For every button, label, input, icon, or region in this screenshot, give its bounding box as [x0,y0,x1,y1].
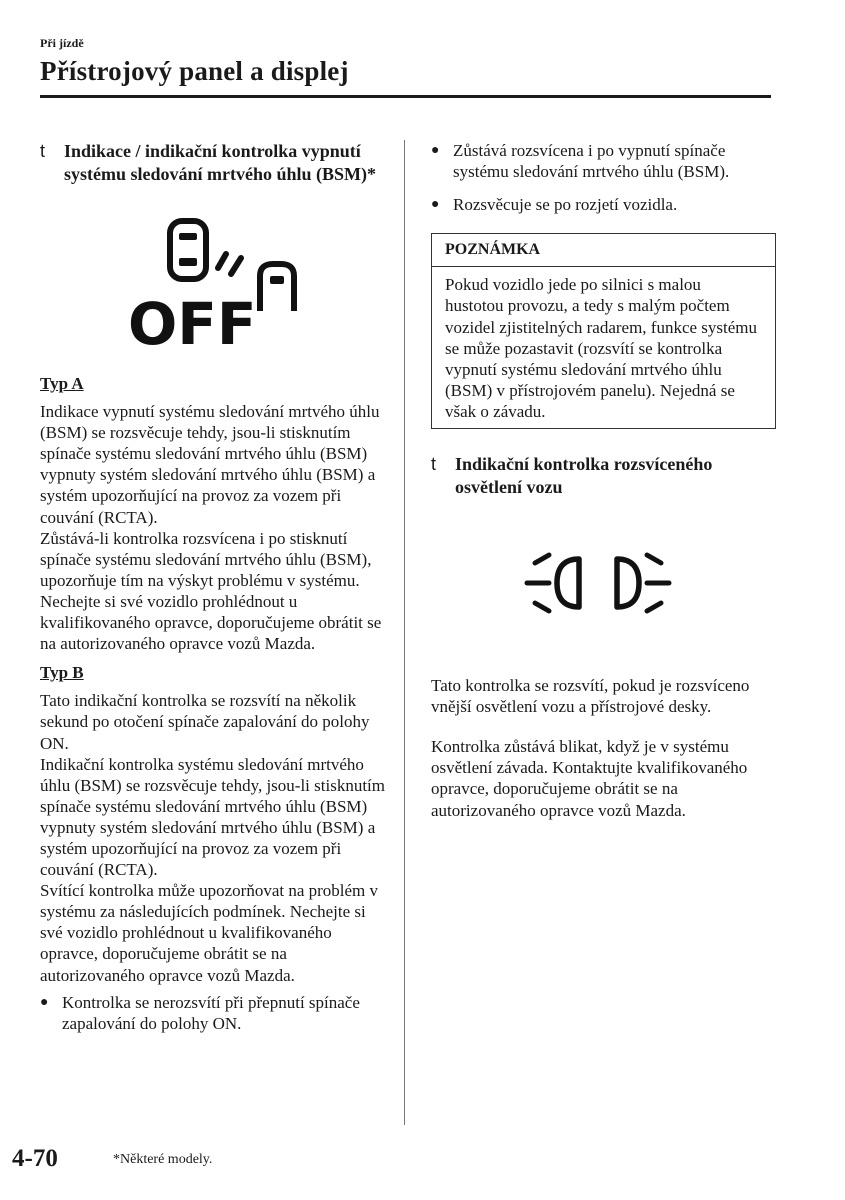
own-car-window-bottom [179,258,197,266]
own-car-outline [170,221,206,279]
type-b-title: Typ B [40,663,84,683]
bullet-text: Kontrolka se nerozsvítí při přepnutí spínače zapalování do polohy ON. [62,992,360,1033]
column-divider [404,140,405,1125]
page-number: 4-70 [12,1145,58,1172]
type-b-paragraph-1: Tato indikační kontrolka se rozsvítí na několik sekund po otočení spínače zapalování do polohy ON. [40,691,370,753]
lights-paragraph-1: Tato kontrolka se rozsvítí, pokud je rozsvíceno vnější osvětlení vozu a přístrojové desky. [431,676,750,717]
lights-heading-text: Indikační kontrolka rozsvíceného osvětlení vozu [455,454,713,498]
right-column [431,140,776,821]
note-title: POZNÁMKA [432,234,775,267]
bullet-item [431,140,776,182]
bullet-text: Zůstává rozsvícena i po vypnutí spínače systému sledování mrtvého úhlu (BSM). [453,141,730,182]
type-a-paragraph-2: Zůstává-li kontrolka rozsvícena i po stisknutí spínače systému sledování mrtvého úhlu (BSM), upozorňuje tím na výskyt problému v systému. Nechejte si své vozidlo prohlédnout u kvalifikovaného opravce, doporučujeme obrátit se na autorizovaného opravce vozů Mazda. [40,528,382,654]
right-ray-1 [647,555,661,563]
type-b-section [40,662,388,1034]
bsm-off-label: OFF [128,290,257,351]
footnote: *Některé modely. [113,1152,213,1167]
bullet-dot: ● [431,197,440,213]
heading-marker: t [431,454,437,475]
type-b-paragraph-3: Svítící kontrolka může upozorňovat na problém v systému za následujících podmínek. Nechejte si své vozidlo prohlédnout u kvalifikovaného opravce, doporučujeme obrátit se na autorizovaného opravce vozů Mazda. [40,881,379,985]
radar-wave-1 [218,254,226,268]
other-car-window [270,276,284,284]
bullet-dot: ● [40,994,49,1010]
type-a-paragraph-1: Indikace vypnutí systému sledování mrtvého úhlu (BSM) se rozsvěcuje tehdy, jsou-li stisknutím spínače systému sledování mrtvého úhlu (BSM) vypnuty systém sledování mrtvého úhlu (BSM) a systém upozorňující na provoz za vozem při couvání (RCTA). [40,402,380,527]
lights-paragraph-2: Kontrolka zůstává blikat, když je v systému osvětlení závada. Kontaktujte kvalifikovaného opravce, doporučujeme obrátit se na autorizovaného opravce vozů Mazda. [431,737,748,820]
bsm-off-icon-graphic [128,216,298,351]
lights-on-icon-graphic [521,547,681,627]
right-ray-3 [647,603,661,611]
bsm-heading-text: Indikace / indikační kontrolka vypnutí systému sledování mrtvého úhlu (BSM)* [64,141,377,184]
left-ray-1 [535,555,549,563]
other-car-outline [260,264,294,311]
left-column [40,140,388,1034]
note-text: Pokud vozidlo jede po silnici s malou hustotou provozu, a tedy s malým počtem vozidel zjistitelných radarem, funkce systému se může pozastavit (rozsvítí se kontrolka vypnutí systému sledování mrtvého úhlu (BSM) v přístrojovém panelu). Nejedná se však o závadu. [445,275,758,421]
page-title: Přístrojový panel a displej [40,56,349,86]
bsm-heading [40,140,388,186]
heading-marker: t [40,141,46,161]
own-car-window-top [179,233,197,240]
bullet-item [40,992,388,1034]
type-a-section [40,373,388,654]
lights-heading [431,453,776,499]
section-label: Při jízdě [40,36,84,50]
type-b-paragraph-2: Indikační kontrolka systému sledování mrtvého úhlu (BSM) se rozsvěcuje tehdy, jsou-li stisknutím spínače systému sledování mrtvého úhlu (BSM) vypnuty systém sledování mrtvého úhlu (BSM) a systém upozorňující na provoz za vozem při couvání (RCTA). [40,754,386,880]
left-ray-3 [535,603,549,611]
title-rule [40,95,771,98]
bullet-dot: ● [431,143,440,158]
note-box [431,233,776,429]
type-a-title: Typ A [40,374,84,393]
radar-wave-2 [231,258,241,274]
bsm-off-icon [128,216,298,351]
lights-on-icon [521,547,681,627]
bullet-item [431,194,776,215]
right-lamp [617,559,639,607]
bullet-text: Rozsvěcuje se po rozjetí vozidla. [453,195,678,215]
left-lamp [557,559,579,607]
